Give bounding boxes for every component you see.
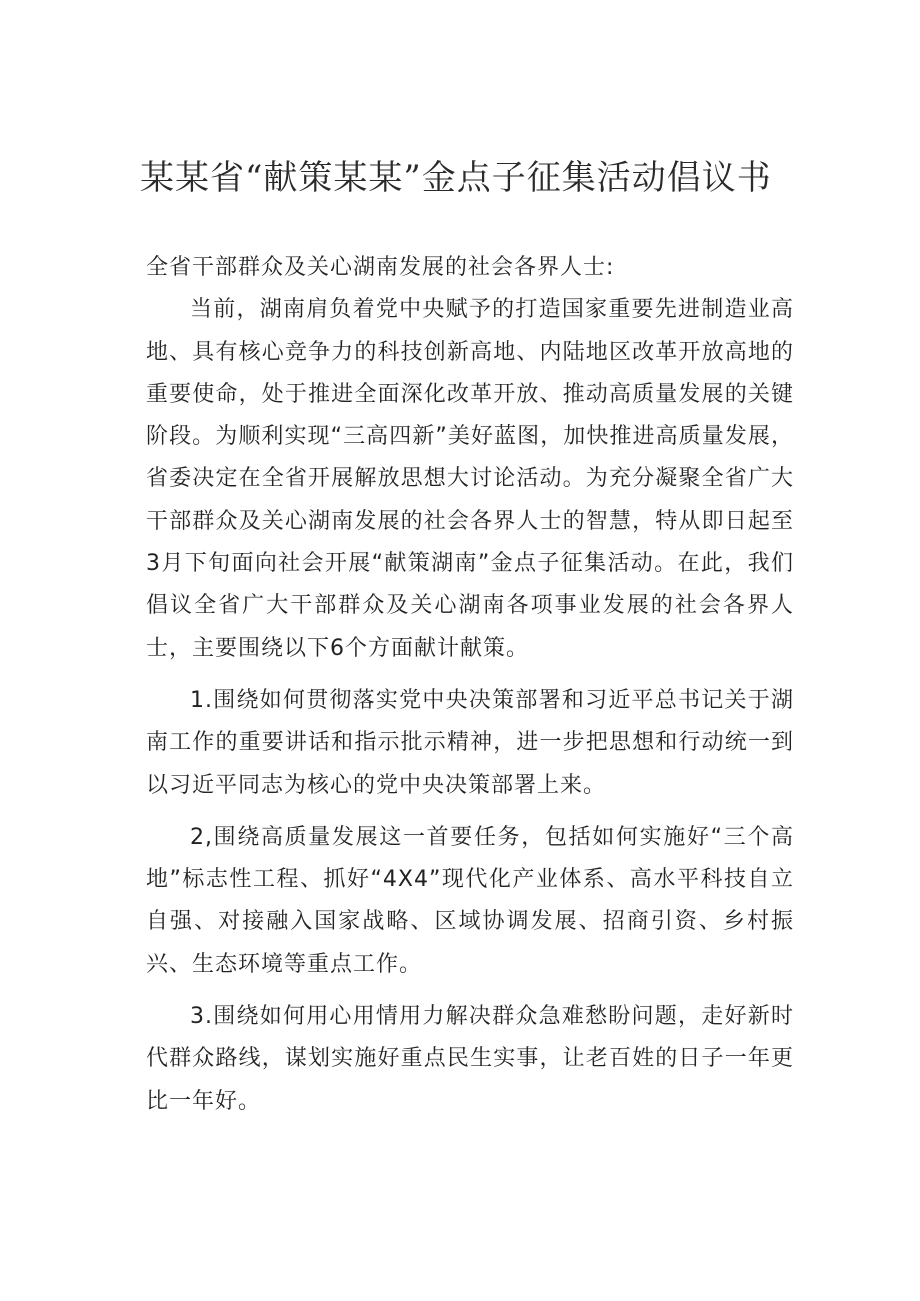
salutation: 全省干部群众及关心湖南发展的社会各界人士:	[146, 255, 615, 280]
document-title: 某某省“献策某某”金点子征集活动倡议书	[140, 158, 772, 198]
document-body	[146, 247, 794, 1123]
point-3-paragraph: 3.围绕如何用心用情用力解决群众急难愁盼问题，走好新时代群众路线，谋划实施好重点民生实事，让老百姓的日子一年更比一年好。	[146, 1004, 794, 1114]
intro-paragraph: 当前，湖南肩负着党中央赋予的打造国家重要先进制造业高地、具有核心竞争力的科技创新高地、内陆地区改革开放高地的重要使命，处于推进全面深化改革开放、推动高质量发展的关键阶段。为顺利实现“三高四新”美好蓝图，加快推进高质量发展，省委决定在全省开展解放思想大讨论活动。为充分凝聚全省广大干部群众及关心湖南发展的社会各界人士的智慧，特从即日起至3月下旬面向社会开展“献策湖南”金点子征集活动。在此，我们倡议全省广大干部群众及关心湖南各项事业发展的社会各界人士，主要围绕以下6个方面献计献策。	[146, 297, 794, 661]
point-2-paragraph: 2,围绕高质量发展这一首要任务，包括如何实施好“三个高地”标志性工程、抓好“4X4”现代化产业体系、高水平科技自立自强、对接融入国家战略、区域协调发展、招商引资、乡村振兴、生态环境等重点工作。	[146, 824, 794, 977]
point-1-paragraph: 1.围绕如何贯彻落实党中央决策部署和习近平总书记关于湖南工作的重要讲话和指示批示精神，进一步把思想和行动统一到以习近平同志为核心的党中央决策部署上来。	[146, 687, 794, 798]
